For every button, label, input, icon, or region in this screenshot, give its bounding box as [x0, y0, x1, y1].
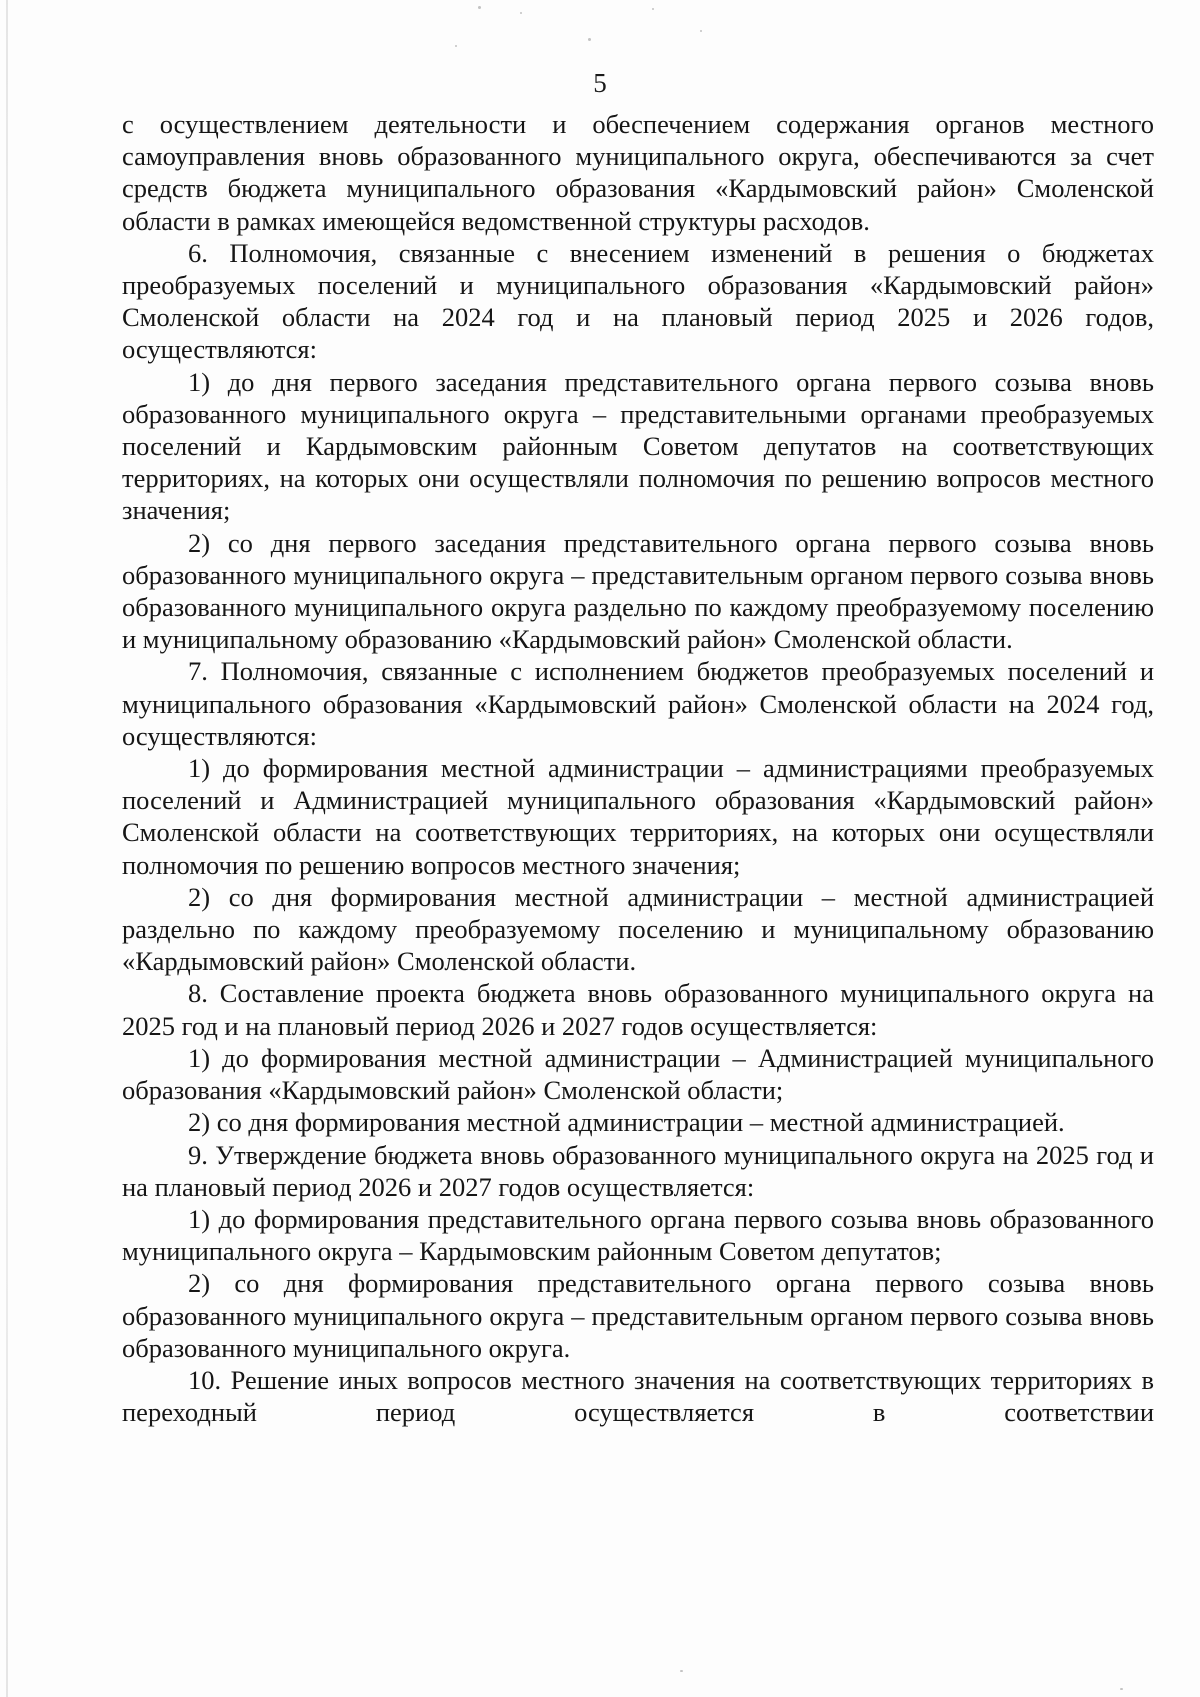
scan-speck	[680, 1670, 683, 1672]
paragraph-item-6-2: 2) со дня первого заседания представительного органа первого созыва вновь образованного муниципального округа – представительным органом первого созыва вновь образованного муниципального округа раздельно по каждому преобразуемому поселению и муниципальному образованию «Кардымовский район» Смоленской области.	[122, 527, 1154, 655]
scan-speck	[520, 12, 522, 14]
scan-speck	[478, 6, 481, 9]
scan-speck	[700, 30, 702, 32]
scan-speck	[588, 38, 591, 41]
scan-speck	[652, 8, 654, 10]
paragraph-item-7-2: 2) со дня формирования местной администрации – местной администрацией раздельно по каждому преобразуемому поселению и муниципальному образованию «Кардымовский район» Смоленской области.	[122, 881, 1154, 977]
paragraph-item-8-1: 1) до формирования местной администрации – Администрацией муниципального образования «Кардымовский район» Смоленской области;	[122, 1042, 1154, 1106]
page-number: 5	[593, 68, 607, 98]
scan-edge	[6, 0, 8, 1697]
paragraph-item-9-2: 2) со дня формирования представительного органа первого созыва вновь образованного муниципального округа – представительным органом первого созыва вновь образованного муниципального округа.	[122, 1268, 1154, 1363]
paragraph-item-6: 6. Полномочия, связанные с внесением изменений в решения о бюджетах преобразуемых поселений и муниципального образования «Кардымовский район» Смоленской области на 2024 год и на плановый период 2025 и 2026 годов, осуществляются:	[122, 237, 1154, 365]
paragraph-item-10: 10. Решение иных вопросов местного значения на соответствующих территориях в переходный период осуществляется в соответствии	[122, 1364, 1154, 1428]
paragraph-item-7-1: 1) до формирования местной администрации – администрациями преобразуемых поселений и Администрацией муниципального образования «Кардымовский район» Смоленской области на соответствующих территориях, на которых они осуществляли полномочия по решению вопросов местного значения;	[122, 753, 1154, 880]
scan-speck	[1120, 1688, 1123, 1690]
paragraph-intro: с осуществлением деятельности и обеспечением содержания органов местного самоуправления вновь образованного муниципального округа, обеспечиваются за счет средств бюджета муниципального образования «Кардымовский район» Смоленской области в рамках имеющейся ведомственной структуры расходов.	[122, 109, 1154, 236]
paragraph-item-9-1: 1) до формирования представительного органа первого созыва вновь образованного муниципального округа – Кардымовским районным Советом депутатов;	[122, 1203, 1154, 1267]
paragraph-item-9: 9. Утверждение бюджета вновь образованного муниципального округа на 2025 год и на плановый период 2026 и 2027 годов осуществляется:	[122, 1139, 1154, 1202]
paragraph-item-7: 7. Полномочия, связанные с исполнением бюджетов преобразуемых поселений и муниципального образования «Кардымовский район» Смоленской области на 2024 год, осуществляются:	[122, 656, 1154, 751]
paragraph-item-8-2: 2) со дня формирования местной администрации – местной администрацией.	[188, 1107, 1065, 1138]
paragraph-item-8: 8. Составление проекта бюджета вновь образованного муниципального округа на 2025 год и на плановый период 2026 и 2027 годов осуществляется:	[122, 978, 1154, 1041]
scan-speck	[455, 45, 457, 47]
document-body	[122, 108, 1154, 1428]
paragraph-item-6-1: 1) до дня первого заседания представительного органа первого созыва вновь образованного муниципального округа – представительными органами преобразуемых поселений и Кардымовским районным Советом депутатов на соответствующих территориях, на которых они осуществляли полномочия по решению вопросов местного значения;	[122, 366, 1154, 526]
